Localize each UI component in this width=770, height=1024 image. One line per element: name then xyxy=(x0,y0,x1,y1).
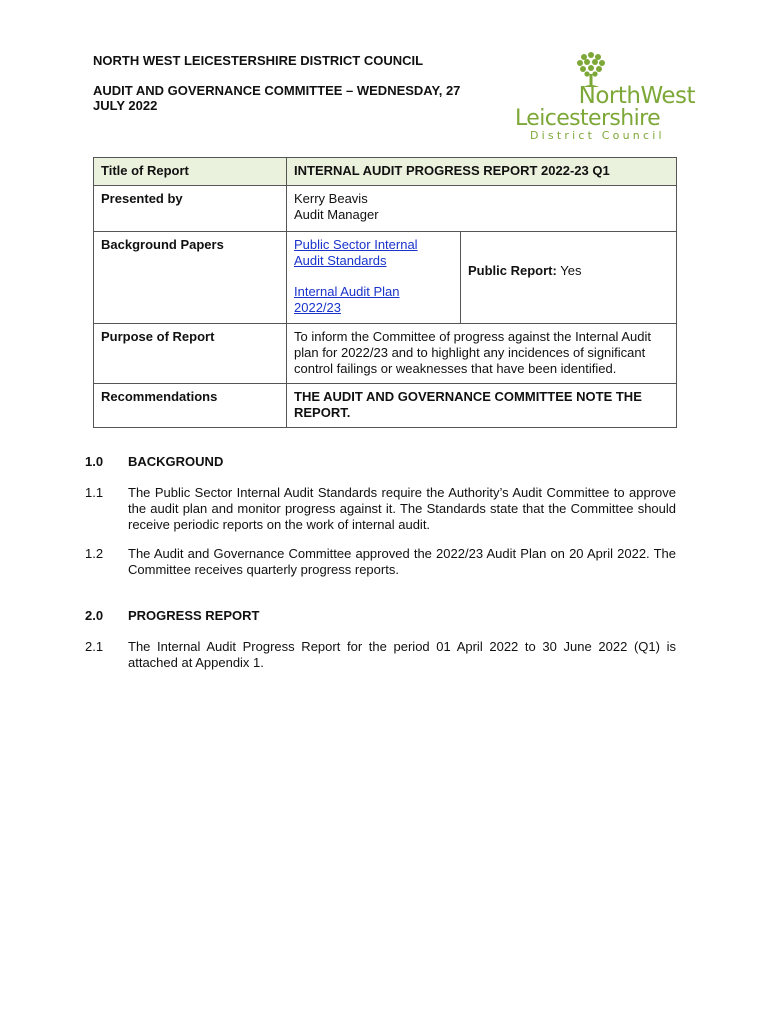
paragraph-text: The Internal Audit Progress Report for the period 01 April 2022 to 30 June 2022 (Q1) is attached at Appendix 1. xyxy=(128,639,676,670)
recommendations-row xyxy=(94,384,677,428)
presented-value xyxy=(287,186,677,232)
background-row xyxy=(94,232,677,324)
title-row xyxy=(94,158,677,186)
presenter-name: Kerry Beavis xyxy=(294,191,368,206)
purpose-row xyxy=(94,324,677,384)
logo-line2: Leicestershire xyxy=(515,106,661,131)
paragraph-number: 1.2 xyxy=(85,546,104,561)
title-value: INTERNAL AUDIT PROGRESS REPORT 2022-23 Q1 xyxy=(287,158,677,186)
report-summary-table xyxy=(93,157,677,428)
public-sector-standards-link[interactable]: Public Sector Internal Audit Standards xyxy=(294,237,418,268)
section-heading: PROGRESS REPORT xyxy=(128,608,260,623)
public-report-label: Public Report: xyxy=(468,263,557,278)
paragraph-text: The Public Sector Internal Audit Standards require the Authority’s Audit Committee to approve the audit plan and monitor progress against it. The Standards state that the Committee should receive periodic reports on the work of internal audit. xyxy=(128,485,676,532)
internal-audit-plan-link[interactable]: Internal Audit Plan 2022/23 xyxy=(294,284,400,315)
recommendations-value: THE AUDIT AND GOVERNANCE COMMITTEE NOTE THE REPORT. xyxy=(287,384,677,428)
background-papers xyxy=(287,232,461,324)
paragraph-number: 2.1 xyxy=(85,639,104,654)
section-number: 2.0 xyxy=(85,608,104,623)
recommendations-label: Recommendations xyxy=(94,384,287,428)
title-label: Title of Report xyxy=(94,158,287,186)
purpose-label: Purpose of Report xyxy=(94,324,287,384)
purpose-value: To inform the Committee of progress against the Internal Audit plan for 2022/23 and to highlight any incidences of significant control failings or weaknesses that have been identified. xyxy=(287,324,677,384)
presented-label: Presented by xyxy=(94,186,287,232)
meeting-title-line2: JULY 2022 xyxy=(93,98,158,113)
logo-line3: District Council xyxy=(530,129,665,142)
section-number: 1.0 xyxy=(85,454,104,469)
section-heading: BACKGROUND xyxy=(128,454,224,469)
background-label: Background Papers xyxy=(94,232,287,324)
presenter-role: Audit Manager xyxy=(294,207,379,222)
logo-line1: NorthWest xyxy=(578,83,695,109)
paragraph-text: The Audit and Governance Committee approved the 2022/23 Audit Plan on 20 April 2022. The Committee receives quarterly progress reports. xyxy=(128,546,676,577)
public-report-value: Yes xyxy=(560,263,582,278)
council-logo xyxy=(515,50,695,145)
meeting-title-line1: AUDIT AND GOVERNANCE COMMITTEE – WEDNESDAY, 27 xyxy=(93,83,461,98)
council-name: NORTH WEST LEICESTERSHIRE DISTRICT COUNCIL xyxy=(93,53,424,68)
paragraph-number: 1.1 xyxy=(85,485,104,500)
public-report-cell xyxy=(461,232,677,324)
presented-row xyxy=(94,186,677,232)
